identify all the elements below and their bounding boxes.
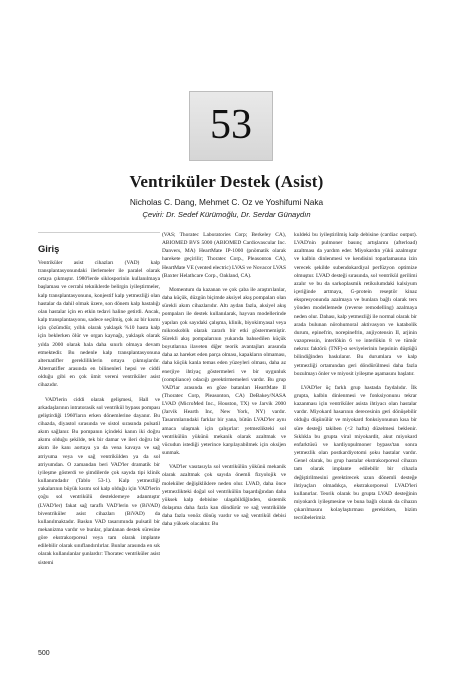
- paragraph: kuldeki bu iyileştirilmiş kalp debisine (cardiac output). LVAD'nin pulmoner basınç artışlarını (afterload) azaltması da yardım eder. Miyokardın yükü azalmıştır ve kalbin dinlenmesi ve kendisini toparlamasına izin verecek şekilde subendokardiyal perfüzyon optimize olmuştur. LVAD desteği sırasında, sol ventrikül gerilimi azalır ve bu da sarkoplasmik retikulumdaki kalsiyum içeriğinde artmaya, G-protein reseptör kinaz ekspresyonunda azalmaya ve bunlara bağlı olarak ters yönden modellemede (reverse remodelling) azalmaya neden olur. Dahası, kalp yetmezliği ile normal olarak bir arada bulunan nörohumoral aktivasyon ve katabolik durum, epinefrin, norepinefrin, anjiyotensin II, arjinin vazopressin, interlökin 6 ve interlökin 8 ve tümör nekroz faktörü (TNF)-α seviyelerinin hepsinin düştüğü bilindiğinden baskılanır. Bu durumlara ve kalp yetmezliği ortamından geri döndürülmesi daha fazla bozulmayı önler ve miyosit iyileşme aşamasını başlatır.: [294, 232, 417, 377]
- chapter-number: 53: [210, 102, 252, 148]
- text-column-3: [294, 231, 417, 528]
- page-number: 500: [38, 650, 50, 657]
- paragraph: VAD'lerin ciddi olarak gelişmesi, Hall ve arkadaşlarının intratorasik sol ventrikül bypass pompası geliştirdiği 1960'ların erken dönemlerine dayanır. Bu cihazda, diyastol sırasında ve sistol sırasında pulsatil akım sağlanır. Bu pompanın içindeki kanın iki doğru akımı olduğu şekilde, tek bir damar ve ileri doğru bir akım ile kanı aortaya ya da vena kavaya ve sağ atriyuma veya ve sağ ventrikülden ya da sol atriyumdan. O zamandan beri VAD'ler dramatik bir iyileşme gösterdi ve şimdilerde çok sayıda tipi klinik kullanımdadır (Tablo 53-1). Kalp yetmezliği yakalarının büyük kısmı sol kalp olduğu için VAD'lerin çoğu sol ventrikülü desteklemeye adanmıştır (LVAD'ler) fakat sağ taraflı VAD'lerin ve (BiVAD) biventriküler asist cihazları (BiVAD) da kullanılmaktadır. Baskın VAD tasarımında pulsatil bir mekanizma vardır ve bunlar, planlanan destek süresine göre ekstrakorporeal veya tam olarak implante edilebilir olarak sınıflandırılırlar. Bunlar arasında en sık olarak kullanılanlar şunlardır: Thoratec ventriküler asist sistemi: [38, 396, 160, 566]
- paragraph: Momentum da kazanan ve çok çaba ile araştırılanlar, daha küçük, düzgün biçimde aksiyel akış pompaları olan sürekli akım cihazlarıdır. Altı aydan fazla, aksiyel akış pompaları ile destek kullanılarak, hayvan modellerinde yapılan çok sayıdaki çalışma, klinik, biyokimyasal veya mikroskobik olarak zararlı bir etki göstermemiştir. Sürekli akış pompalarının yukarıda bahsedilen küçük boyutlarına ilaveten diğer teorik avantajları arasında daha az hareket eden parça olması, kapakların olmaması, daha küçük kanla temas eden yüzeyleri olması, daha az enerjiye ihtiyaç göstermeleri ve bir uygunluk (compliance) odacığı gerektirmemeleri vardır. Bu grup VAD'lar arasında en göze batanları HeartMate II (Thoratec Corp, Pleasonton, CA) DeBakey/NASA LVAD (MicroMed Inc., Houston, TX) ve Jarvik 2000 (Jarvik Hearth Inc, New York, NY) vardır. Tasarımlarındaki farklar bir yana, bütün LVAD'ler aynı amaca ulaşmak için çalışırlar: yetmezlikteki sol ventrikülün yükünü mekanik olarak azaltmak ve vücudun istediği yeterince karşılayabilmek için oksijen sunmak.: [162, 286, 286, 457]
- text-column-2: [162, 231, 286, 534]
- paragraph: VAD'ler vasıtasıyla sol ventrikülün yükünü mekanik olarak azaltmak çok sayıda önemli fizyolojik ve moleküler değişikliklere neden olur. LVAD, daha önce yetmezlikteki doğal sol ventrikülün başardığından daha yüksek kalp debisine ulaşabildiğinden, sistemik dolaşıma daha fazla kan döndürür ve sağ ventrikülde daha fazla venöz dönüş vardır ve sağ ventrikül debisi daha yüksek olacaktır. Bu: [162, 464, 286, 528]
- chapter-title: Ventriküler Destek (Asist): [129, 172, 324, 191]
- chapter-authors: Nicholas C. Dang, Mehmet C. Oz ve Yoshifumi Naka: [129, 197, 324, 207]
- section-heading: Giriş: [38, 243, 60, 254]
- chapter-translators: Çeviri: Dr. Sedef Kürümoğlu, Dr. Serdar Günaydın: [142, 210, 311, 219]
- paragraph: Ventriküler asist cihazları (VAD) kalp transplantasyonundaki ilerlemeler ile paralel olarak ortaya çıkmıştır. 1980'lerde siklosporinin kullanılmaya başlaması ve cerrahi tekniklerde belirgin iyileştirmeler, kalp transplantasyonunu, konjestif kalp yetmezliği olan hastalar da dahil olmak üzere, son dönem kalp hastalığı olan hastalar için en etkin tedavi haline getirdi. Ancak, kalp transplantasyonu, sadece seçilmiş, çok az bir kısmı için çözümdür, yıllık olarak yaklaşık %10 hasta kalp için beklerken ölür ve organ kaynağı, yaklaşık olarak yılda 2000 olarak hala daha sınırlı olmaya devam etmektedir. Bu nedenle kalp transplantasyonuna alternatifler gerekliliklerin ortaya çıkmışlardır. Alternatifler arasında en bilinenleri hepsi ve ciddi olduğu gibi en çok ümit vereni ventriküler asist cihazıdır.: [38, 260, 160, 389]
- paragraph: (VAS; Thoratec Laboratories Corp; Berkeley CA), ABIOMED BVS 5000 (ABIOMED Cardiovascular Inc. Danvers, MA) HeartMate IP-1000 (pnömatik olarak harekete geçirilir; Thoratec Corp., Pleasonton CA), HeartMate VE (vented electric) LVAS ve Novacor LVAS (Baxter Helathcare Corp., Oakland, CA).: [162, 232, 286, 279]
- paragraph: LVAD'ler üç farklı grup hastada faydalıdır. İlk grupta, kalbin dinlenmesi ve fonksiyonunu tekrar kazanması için ventriküler asista ihtiyacı olan hastalar vardır. Miyokard hasarının derecesinin geri dönüşebilir olduğu düşünülür ve miyokard fonksiyonunun kısa bir süre desteği takiben (<2 hafta) düzelmesi beklenir. Sıklıkla bu grupta viral miyokardit, akut miyokard enfarktüsü ve kardiyopulmoner bypass'tan sonra yetmezlik olan postkardiyotomi şoku hastalar vardır. Genel olarak, bu grup hastalar ekstrakorporeal cihazın tam olarak implante edilebilir bir cihazla değiştirilmesini gerektirecek uzun dönemli desteğe ihtiyaçları olmadıkça, ekstrakorporeal LVAD'leri kullanırlar. Teorik olarak bu grupta LVAD desteğinin miyokardı iyileşmesine ve buna bağlı olarak da cihazın çıkarılmasını kolaylaştırması gerekirken, bizim tecrübelerimiz: [294, 384, 417, 522]
- text-column-1: [38, 232, 160, 573]
